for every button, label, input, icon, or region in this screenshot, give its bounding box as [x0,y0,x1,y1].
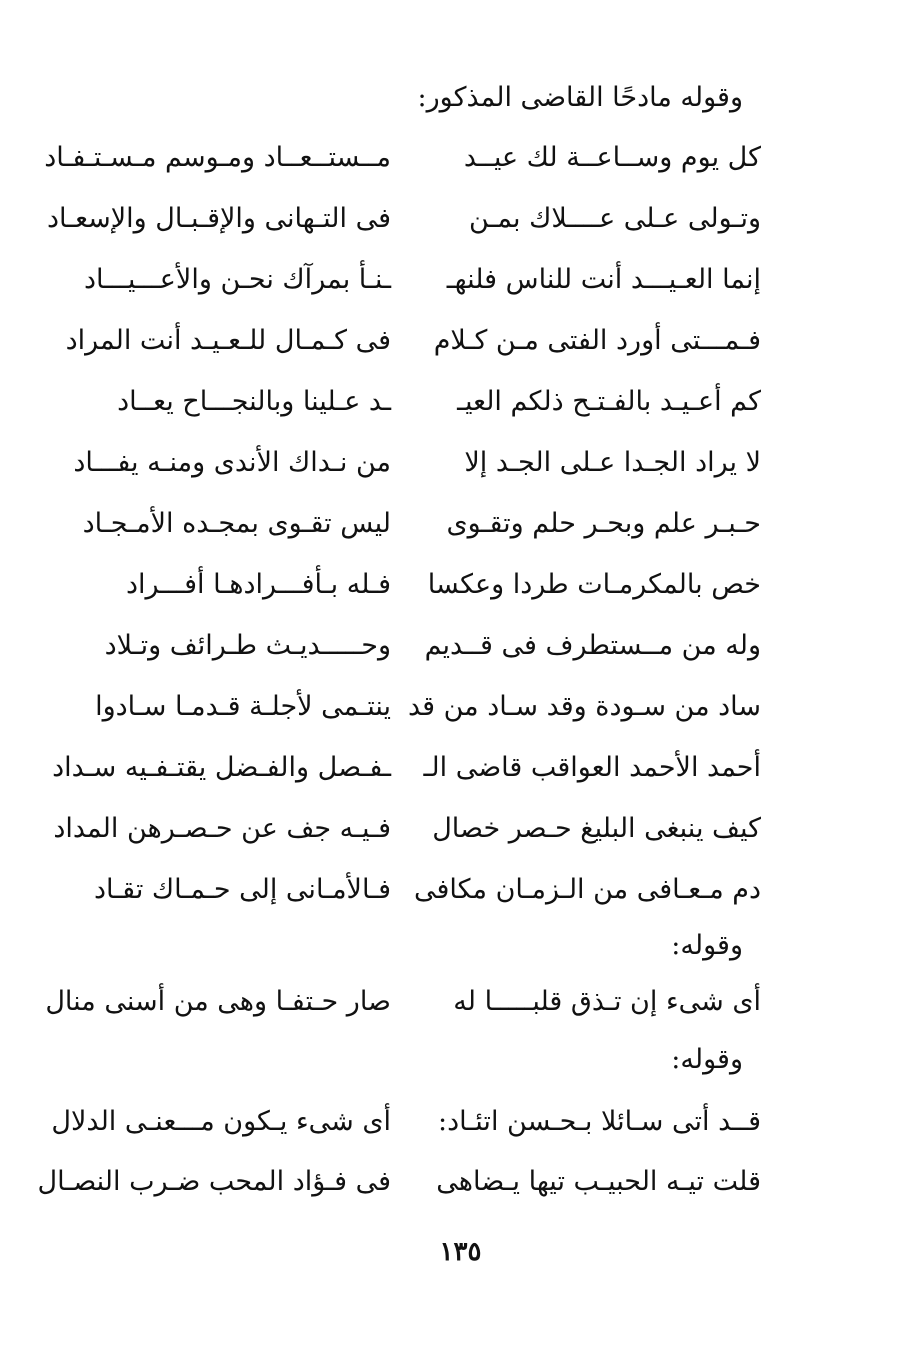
verse-first-hemistich: وله من مــستطرف فى قــديم [424,630,761,661]
verse-second-hemistich: وحـــــديـث طـرائف وتـلاد [104,630,391,661]
verse-second-hemistich: فـيـه جف عن حـصـرهن المداد [53,813,391,844]
verse-second-hemistich: ـنـأ بمرآك نحـن والأعـــيـــاد [83,264,391,295]
verse-second-hemistich: أى شىء يـكون مـــعنـى الدلال [51,1106,391,1137]
verse-first-hemistich: كيف ينبغى البليغ حـصر خصال [432,813,761,844]
verse-first-hemistich: إنما العـيـــد أنت للناس فلنهـ [446,264,761,295]
verse-second-hemistich: فى كـمـال للـعـيـد أنت المراد [65,325,391,356]
verse-second-hemistich: صار حـتفـا وهى من أسنى منال [45,986,391,1017]
verse-second-hemistich: فـالأمـانى إلى حـمـاك تقـاد [94,874,391,905]
verse-second-hemistich: فـله بـأفـــرادهـا أفـــراد [125,569,391,600]
verse-first-hemistich: أحمد الأحمد العواقب قاضى الـ [423,752,761,783]
verse-second-hemistich: ـفـصل والفـضل يقتـفـيه سـداد [52,752,391,783]
verse-second-hemistich: فى التـهانى والإقـبـال والإسعـاد [46,203,391,234]
verse-first-hemistich: حـبـر علم وبحـر حلم وتقـوى [446,508,761,539]
verse-first-hemistich: خص بالمكرمـات طردا وعكسا [427,569,761,600]
verse-first-hemistich: كم أعـيـد بالفـتـح ذلكم العيـ [457,386,761,417]
verse-second-hemistich: ليس تقـوى بمجـده الأمـجـاد [82,508,391,539]
verse-second-hemistich: فى فـؤاد المحب ضـرب النصـال [37,1166,391,1197]
verse-first-hemistich: دم مـعـافى من الـزمـان مكافى [413,874,761,905]
verse-first-hemistich: فـمـــتى أورد الفتى مـن كـلام [433,325,761,356]
verse-second-hemistich: ينتـمى لأجلـة قـدمـا سـادوا [95,691,391,722]
verse-second-hemistich: من نـداك الأندى ومنـه يفـــاد [73,447,391,478]
verse-first-hemistich: قلت تيـه الحبيـب تيها يـضاهى [436,1166,761,1197]
verse-first-hemistich: قــد أتى سـائلا بـحـسن اتئـاد: [438,1106,761,1137]
verse-second-hemistich: مــستــعــاد ومـوسم مـسـتـفـاد [44,142,391,173]
page-number: ١٣٥ [439,1237,482,1267]
verse-first-hemistich: وتـولى عـلى عــــلاك بمـن [468,203,761,234]
poem-heading: وقوله: [671,930,743,961]
verse-first-hemistich: ساد من سـودة وقد سـاد من قد [407,691,761,722]
verse-first-hemistich: كل يوم وســاعــة لك عيــد [463,142,761,173]
verse-first-hemistich: أى شىء إن تـذق قلبـــــا له [453,986,761,1017]
verse-second-hemistich: ـد عـلينا وبالنجـــاح يعــاد [117,386,391,417]
poem-heading: وقوله: [671,1044,743,1075]
verse-first-hemistich: لا يراد الجـدا عـلى الجـد إلا [464,447,761,478]
poem-heading: وقوله مادحًا القاضى المذكور: [417,82,743,113]
